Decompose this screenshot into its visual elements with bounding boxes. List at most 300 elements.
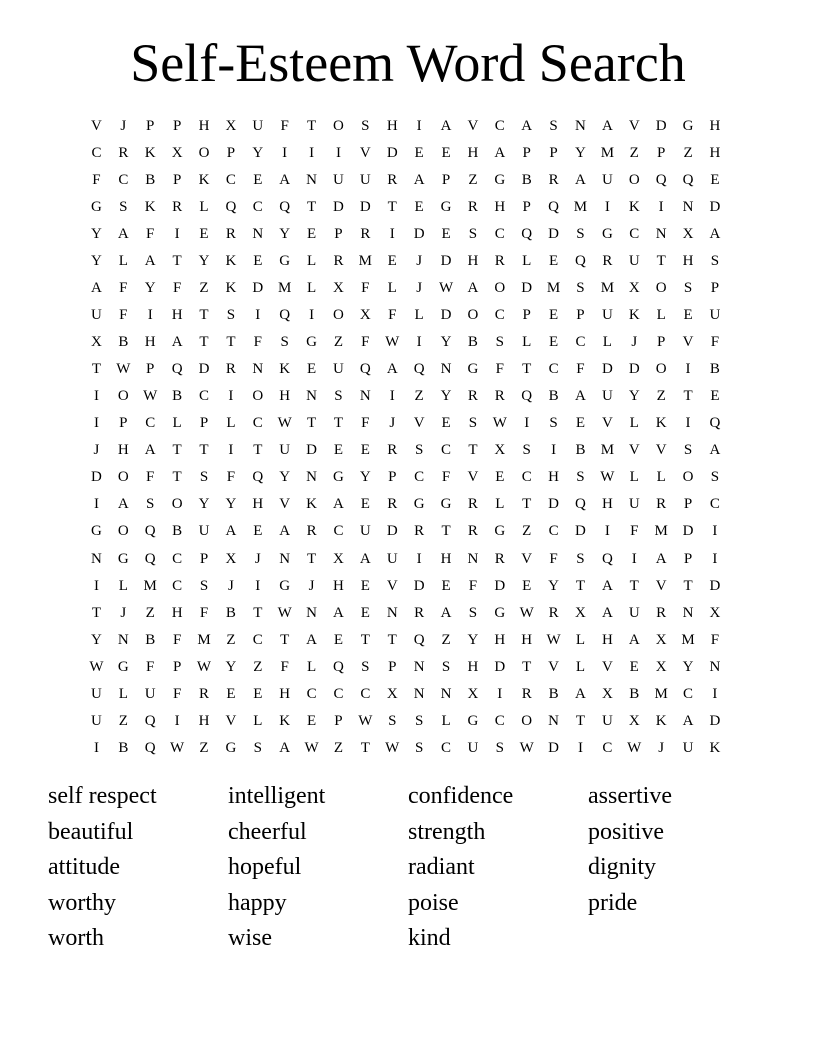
grid-letter: F [280,118,289,135]
grid-row [83,627,733,654]
grid-letter: A [117,496,129,513]
grid-letter: T [253,604,263,621]
grid-letter: G [333,469,344,486]
grid-letter: Z [199,739,209,756]
grid-letter: C [494,118,505,135]
grid-letter: U [91,307,102,324]
grid-letter: O [117,388,129,405]
grid-letter: F [199,604,209,621]
grid-letter: P [683,496,693,513]
grid-letter: K [279,361,291,378]
grid-letter: S [414,712,424,729]
grid-letter: T [575,712,586,729]
grid-letter: D [198,361,210,378]
grid-letter: W [519,739,534,756]
grid-letter: L [306,658,317,675]
grid-letter: R [333,253,344,270]
grid-letter: I [174,226,180,243]
grid-letter: T [306,199,317,216]
grid-letter: E [710,388,720,405]
grid-letter: I [93,415,99,432]
grid-letter: N [386,604,398,621]
grid-letter: F [495,361,504,378]
grid-letter: E [306,712,317,729]
grid-letter: H [440,550,452,567]
grid-letter: I [712,685,718,702]
grid-letter: L [387,280,397,297]
grid-letter: R [387,496,398,513]
grid-letter: I [685,361,691,378]
grid-letter: A [521,118,533,135]
grid-letter: J [120,118,127,135]
grid-letter: A [601,577,613,594]
grid-letter: T [468,442,478,459]
grid-letter: S [388,712,397,729]
grid-letter: M [654,523,668,540]
grid-letter: K [279,712,291,729]
grid-letter: N [467,550,479,567]
grid-letter: I [685,415,691,432]
grid-letter: J [254,550,261,567]
grid-letter: H [601,496,613,513]
grid-letter: D [709,712,721,729]
grid-letter: B [225,604,236,621]
grid-letter: X [709,604,721,621]
grid-letter: Y [252,145,264,162]
grid-letter: I [497,685,503,702]
grid-letter: R [494,550,505,567]
grid-letter: R [118,145,129,162]
word-list-item: dignity [588,854,657,880]
grid-letter: E [360,577,370,594]
grid-letter: A [359,550,371,567]
grid-row [83,194,733,221]
grid-letter: V [386,577,398,594]
grid-letter: B [709,361,720,378]
grid-letter: G [306,334,317,351]
grid-letter: S [576,226,585,243]
grid-letter: F [226,469,236,486]
grid-letter: V [91,118,102,135]
grid-letter: T [360,739,370,756]
grid-letter: C [252,415,263,432]
grid-letter: C [333,685,344,702]
grid-letter: U [709,307,721,324]
grid-letter: T [172,469,182,486]
grid-letter: T [656,253,666,270]
grid-letter: Y [575,145,586,162]
grid-letter: Y [628,388,640,405]
grid-letter: U [252,118,264,135]
grid-letter: P [522,307,531,324]
grid-letter: S [334,388,343,405]
grid-letter: Q [279,199,291,216]
grid-letter: D [252,280,264,297]
grid-letter: V [467,118,479,135]
grid-letter: H [171,307,183,324]
grid-letter: K [225,253,237,270]
grid-letter: G [117,658,129,675]
grid-letter: M [573,199,588,216]
grid-letter: H [494,631,506,648]
grid-letter: F [549,550,558,567]
grid-letter: S [468,226,478,243]
grid-letter: D [91,469,102,486]
grid-letter: E [522,577,532,594]
grid-letter: L [172,415,182,432]
grid-letter: D [709,577,721,594]
grid-letter: R [602,253,613,270]
grid-letter: I [658,199,664,216]
grid-letter: C [494,712,505,729]
grid-letter: S [119,199,128,216]
grid-letter: F [630,523,639,540]
grid-letter: L [253,712,263,729]
grid-letter: L [629,415,639,432]
grid-letter: I [712,523,718,540]
grid-letter: I [309,145,315,162]
grid-letter: M [358,253,373,270]
grid-letter: C [172,577,183,594]
grid-letter: O [628,172,640,189]
grid-letter: E [387,253,397,270]
grid-letter: S [468,415,478,432]
grid-letter: D [359,199,371,216]
grid-letter: P [683,550,693,567]
grid-letter: H [386,118,398,135]
grid-letter: L [629,469,639,486]
grid-letter: Z [468,172,478,189]
grid-letter: C [118,172,129,189]
grid-row [83,464,733,491]
grid-letter: H [548,469,559,486]
grid-letter: Z [199,280,209,297]
grid-letter: N [359,388,371,405]
grid-letter: O [252,388,264,405]
grid-letter: A [601,604,613,621]
grid-letter: L [495,496,505,513]
grid-letter: X [225,550,237,567]
grid-letter: C [494,226,505,243]
grid-letter: R [494,388,505,405]
grid-letter: B [118,334,129,351]
grid-letter: D [386,523,398,540]
grid-letter: A [413,172,425,189]
grid-letter: A [601,118,613,135]
grid-letter: O [117,523,129,540]
grid-letter: A [144,253,156,270]
grid-letter: X [655,631,667,648]
grid-letter: Q [521,226,533,243]
grid-letter: Q [144,712,156,729]
grid-letter: V [467,469,479,486]
grid-letter: G [440,199,452,216]
grid-letter: O [171,496,183,513]
grid-letter: C [252,199,263,216]
grid-letter: E [414,199,424,216]
grid-letter: T [522,496,532,513]
grid-letter: Y [440,388,452,405]
grid-letter: Y [682,658,694,675]
grid-letter: Y [91,631,102,648]
word-list-item: worthy [48,889,116,916]
grid-letter: P [656,145,666,162]
word-list-item: worth [48,925,104,951]
grid-letter: F [361,415,370,432]
grid-letter: L [199,199,209,216]
grid-letter: I [524,415,530,432]
grid-letter: V [413,415,425,432]
grid-letter: A [494,145,506,162]
grid-letter: Y [279,469,291,486]
grid-letter: Q [413,361,425,378]
grid-letter: F [253,334,262,351]
grid-letter: R [414,523,425,540]
grid-letter: Q [144,739,156,756]
grid-letter: E [495,469,505,486]
grid-letter: O [467,307,479,324]
grid-letter: S [199,469,209,486]
grid-row [83,681,733,708]
grid-letter: R [387,442,398,459]
grid-letter: X [628,280,640,297]
grid-letter: A [575,172,586,189]
grid-letter: Q [575,496,586,513]
grid-letter: Q [548,199,559,216]
grid-letter: I [416,334,422,351]
grid-letter: Q [413,631,425,648]
grid-letter: O [655,280,667,297]
grid-letter: C [360,685,371,702]
grid-letter: N [655,226,667,243]
grid-letter: A [306,631,317,648]
grid-letter: U [682,739,694,756]
grid-letter: F [361,280,370,297]
grid-letter: B [521,172,532,189]
grid-letter: E [306,226,317,243]
grid-letter: K [628,307,640,324]
grid-row [83,546,733,573]
grid-letter: W [358,712,373,729]
grid-letter: F [119,307,128,324]
grid-letter: D [333,199,344,216]
grid-letter: H [682,253,694,270]
grid-letter: Z [145,604,155,621]
grid-letter: I [416,118,422,135]
grid-letter: H [467,658,479,675]
grid-letter: E [549,334,559,351]
grid-letter: P [576,307,585,324]
grid-letter: C [548,361,559,378]
grid-letter: J [416,253,423,270]
grid-letter: Q [682,172,694,189]
grid-letter: C [494,307,505,324]
grid-letter: X [494,442,506,459]
grid-letter: X [333,280,344,297]
grid-letter: N [682,604,694,621]
grid-letter: C [91,145,102,162]
grid-letter: Z [414,388,424,405]
grid-letter: F [576,361,585,378]
grid-letter: F [146,226,155,243]
grid-letter: Y [198,496,210,513]
grid-letter: I [93,739,99,756]
grid-letter: A [144,442,156,459]
grid-letter: M [600,280,615,297]
letter-grid [83,113,733,762]
grid-row [83,383,733,410]
grid-letter: J [389,415,396,432]
grid-letter: H [171,604,183,621]
word-list [48,780,768,958]
grid-letter: O [117,469,129,486]
grid-letter: W [385,739,400,756]
grid-letter: L [522,253,532,270]
grid-letter: W [519,604,534,621]
grid-letter: F [710,334,720,351]
grid-letter: E [414,145,424,162]
grid-letter: L [575,631,586,648]
grid-letter: L [575,658,586,675]
grid-letter: T [306,118,317,135]
grid-letter: A [386,361,398,378]
grid-letter: R [225,361,236,378]
grid-letter: D [682,523,694,540]
grid-letter: K [198,172,210,189]
grid-letter: F [710,631,720,648]
grid-letter: R [467,199,478,216]
grid-letter: R [387,172,398,189]
grid-letter: P [172,172,182,189]
grid-letter: E [360,442,370,459]
grid-letter: T [172,253,182,270]
word-list-item: pride [588,889,638,916]
grid-letter: G [279,577,291,594]
grid-letter: N [413,685,425,702]
grid-letter: I [228,388,234,405]
grid-letter: A [117,226,129,243]
grid-letter: E [360,604,370,621]
word-list-item: radiant [408,854,475,880]
grid-letter: T [522,361,532,378]
grid-letter: P [146,118,155,135]
word-list-item: assertive [588,783,672,809]
grid-letter: E [441,577,451,594]
grid-letter: C [252,631,263,648]
grid-letter: I [147,307,153,324]
grid-letter: T [522,658,532,675]
grid-letter: N [682,199,694,216]
grid-letter: Y [144,280,156,297]
grid-letter: X [575,604,586,621]
grid-letter: A [171,334,183,351]
grid-letter: U [333,361,344,378]
grid-letter: R [467,523,478,540]
grid-row [83,518,733,545]
grid-letter: E [441,415,451,432]
grid-letter: I [712,550,718,567]
grid-letter: Z [629,145,639,162]
grid-letter: U [628,496,640,513]
grid-letter: W [492,415,507,432]
grid-letter: U [386,550,398,567]
grid-letter: R [521,685,532,702]
grid-letter: X [655,658,667,675]
grid-letter: V [601,415,613,432]
grid-letter: Q [171,361,183,378]
grid-letter: B [145,631,156,648]
grid-letter: T [629,577,639,594]
grid-letter: C [575,334,586,351]
grid-letter: I [604,523,610,540]
grid-letter: A [279,523,291,540]
grid-letter: O [682,469,694,486]
grid-row [83,302,733,329]
grid-letter: R [656,496,667,513]
grid-letter: B [118,739,129,756]
word-list-item: confidence [408,783,514,809]
grid-letter: J [308,577,315,594]
grid-letter: B [575,442,586,459]
grid-letter: N [575,118,586,135]
grid-letter: I [309,307,315,324]
grid-letter: T [333,415,344,432]
grid-letter: L [522,334,532,351]
grid-letter: G [601,226,613,243]
grid-letter: A [440,118,452,135]
grid-letter: I [174,712,180,729]
grid-letter: W [600,469,615,486]
grid-letter: T [226,334,236,351]
grid-letter: G [494,172,506,189]
grid-letter: N [252,361,264,378]
grid-row [83,573,733,600]
grid-letter: K [306,496,317,513]
grid-row [83,491,733,518]
grid-letter: F [468,577,478,594]
grid-letter: G [440,496,452,513]
grid-letter: D [709,199,721,216]
grid-letter: W [385,334,400,351]
grid-letter: C [441,442,452,459]
grid-letter: E [199,226,209,243]
grid-letter: T [683,577,693,594]
grid-letter: U [467,739,479,756]
grid-letter: D [628,361,640,378]
grid-letter: A [440,604,452,621]
grid-letter: G [413,496,425,513]
grid-letter: R [494,253,505,270]
grid-letter: N [279,550,291,567]
grid-letter: H [494,199,506,216]
grid-letter: I [93,577,99,594]
word-list-item: happy [228,889,287,916]
word-list-item: cheerful [228,818,307,845]
grid-letter: R [467,496,478,513]
grid-letter: C [306,685,317,702]
grid-letter: V [359,145,371,162]
grid-letter: I [228,442,234,459]
grid-letter: B [548,685,559,702]
grid-letter: H [279,388,291,405]
grid-letter: Z [253,658,263,675]
grid-letter: D [655,118,667,135]
grid-letter: Q [144,523,156,540]
grid-letter: S [199,577,209,594]
word-list-item: self respect [48,783,157,809]
grid-letter: V [601,658,613,675]
grid-letter: W [277,604,292,621]
